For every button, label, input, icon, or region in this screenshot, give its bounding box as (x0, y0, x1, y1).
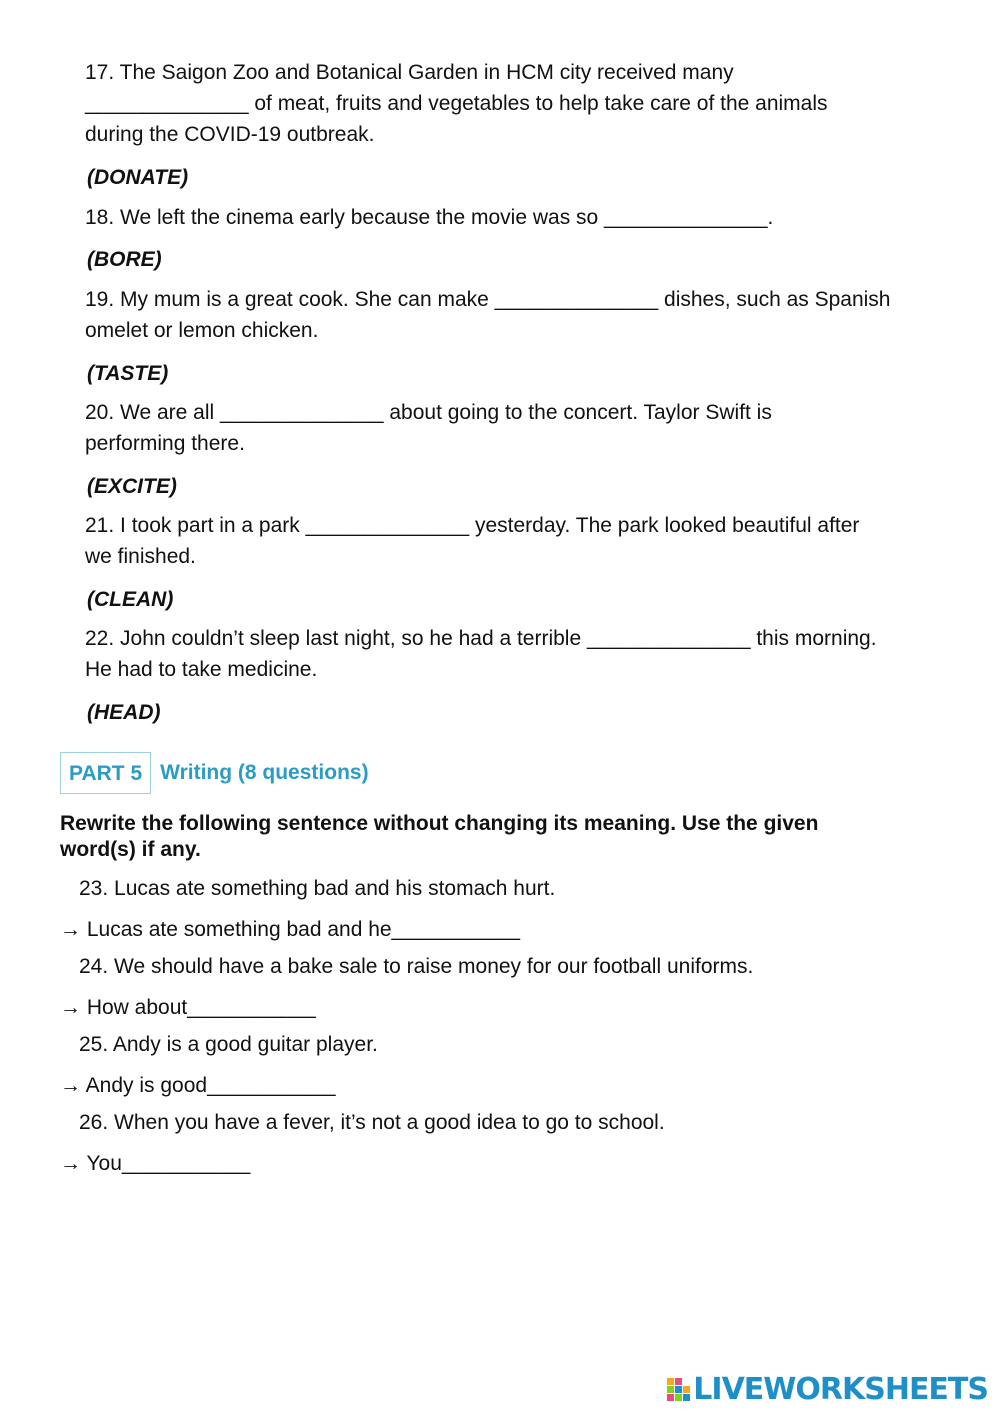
question-22 (85, 623, 955, 685)
logo-square (667, 1378, 674, 1385)
writing-question-25: 25. Andy is a good guitar player. (79, 1033, 378, 1056)
answer-line-26[interactable]: → You___________ (60, 1152, 251, 1175)
writing-question-26: 26. When you have a fever, it’s not a good idea to go to school. (79, 1111, 665, 1134)
logo-square (667, 1386, 674, 1393)
part-5-header (60, 752, 369, 794)
logo-square (675, 1378, 682, 1385)
logo-square (683, 1386, 690, 1393)
question-21 (85, 510, 955, 572)
base-word-18: (BORE) (87, 248, 162, 271)
instruction-line: word(s) if any. (60, 838, 201, 861)
part-label: PART 5 (60, 752, 151, 794)
question-line: 19. My mum is a great cook. She can make ______________ dishes, such as Spanish (85, 288, 891, 311)
part-5-instruction (60, 811, 940, 863)
base-word-22: (HEAD) (87, 701, 161, 724)
logo-square (675, 1394, 682, 1401)
liveworksheets-logo (667, 1372, 988, 1407)
question-line: 20. We are all ______________ about going to the concert. Taylor Swift is (85, 401, 772, 424)
question-19 (85, 284, 955, 346)
writing-question-24: 24. We should have a bake sale to raise money for our football uniforms. (79, 955, 754, 978)
question-17 (85, 57, 955, 150)
instruction-line: Rewrite the following sentence without changing its meaning. Use the given (60, 812, 819, 835)
question-line: He had to take medicine. (85, 658, 318, 681)
base-word-19: (TASTE) (87, 362, 169, 385)
writing-question-23: 23. Lucas ate something bad and his stomach hurt. (79, 877, 556, 900)
base-word-21: (CLEAN) (87, 588, 174, 611)
question-line: performing there. (85, 432, 245, 455)
question-line: 21. I took part in a park ______________ yesterday. The park looked beautiful after (85, 514, 860, 537)
logo-text: LIVEWORKSHEETS (693, 1372, 988, 1407)
question-line: ______________ of meat, fruits and vegetables to help take care of the animals (85, 92, 828, 115)
logo-square (667, 1394, 674, 1401)
base-word-20: (EXCITE) (87, 475, 177, 498)
question-line: we finished. (85, 545, 196, 568)
question-line: 18. We left the cinema early because the movie was so ______________. (85, 206, 774, 229)
logo-square (683, 1394, 690, 1401)
question-line: 22. John couldn’t sleep last night, so he had a terrible ______________ this morning. (85, 627, 877, 650)
answer-line-24[interactable]: → How about___________ (60, 996, 316, 1019)
question-line: 17. The Saigon Zoo and Botanical Garden in HCM city received many (85, 61, 734, 84)
logo-grid-icon (667, 1378, 691, 1402)
part-title: Writing (8 questions) (160, 761, 369, 784)
question-18 (85, 202, 955, 233)
base-word-17: (DONATE) (87, 166, 189, 189)
question-20 (85, 397, 955, 459)
question-line: during the COVID-19 outbreak. (85, 123, 375, 146)
answer-line-25[interactable]: → Andy is good___________ (60, 1074, 336, 1097)
question-line: omelet or lemon chicken. (85, 319, 319, 342)
logo-square (675, 1386, 682, 1393)
answer-line-23[interactable]: → Lucas ate something bad and he___________ (60, 918, 521, 941)
